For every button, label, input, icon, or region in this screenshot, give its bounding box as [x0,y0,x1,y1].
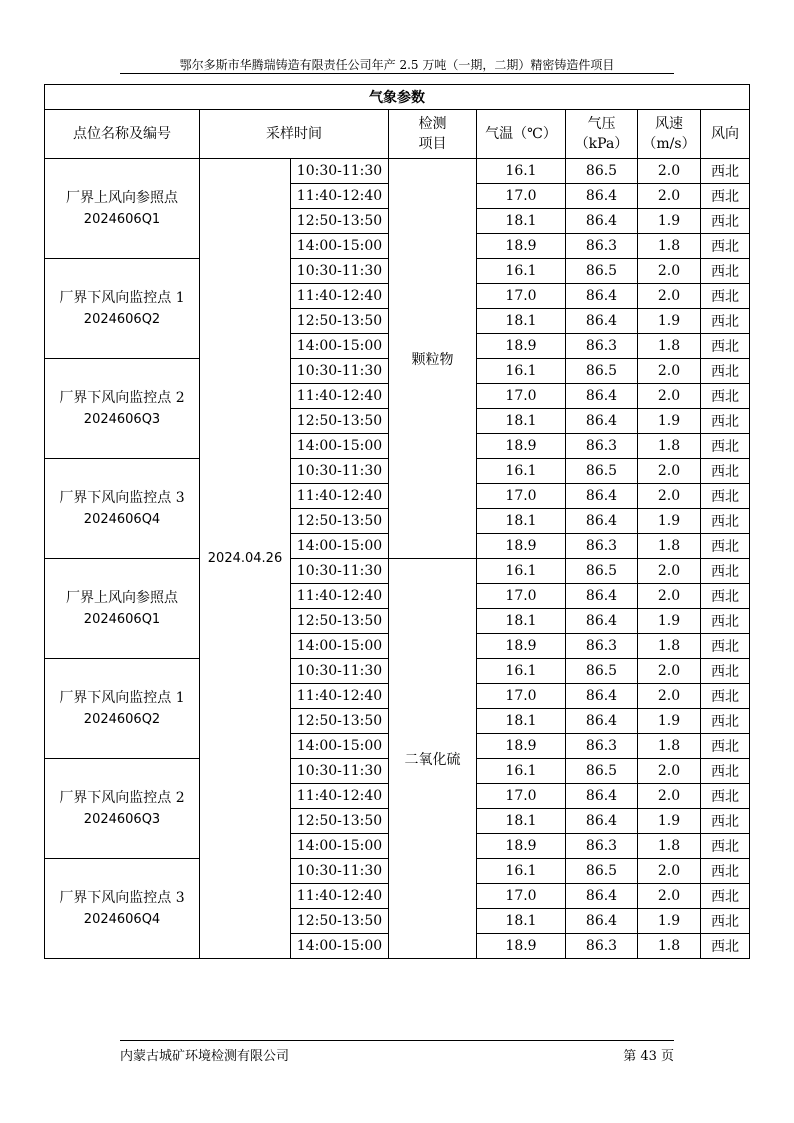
detection-item-cell: 二氧化硫 [389,559,477,959]
site-name: 厂界下风向监控点 1 [59,289,185,306]
site-cell [45,659,200,759]
wind-speed-cell: 1.9 [638,209,701,234]
sampling-date-cell: 2024.04.26 [200,159,291,959]
pressure-cell: 86.4 [566,684,638,709]
wind-speed-cell: 2.0 [638,784,701,809]
column-header-pressure-line1: 气压 [587,116,616,132]
temperature-cell: 16.1 [477,559,566,584]
column-header-item [389,110,477,159]
column-header-wind-speed-line1: 风速 [655,116,683,132]
pressure-cell: 86.4 [566,209,638,234]
pressure-cell: 86.5 [566,359,638,384]
column-header-wind-direction: 风向 [701,110,750,159]
temperature-cell: 18.1 [477,709,566,734]
wind-speed-cell: 1.9 [638,409,701,434]
column-header-pressure-line2: （kPa） [574,136,629,152]
sampling-time-cell: 10:30-11:30 [291,859,389,884]
sampling-time-cell: 12:50-13:50 [291,809,389,834]
wind-speed-cell: 2.0 [638,759,701,784]
temperature-cell: 18.9 [477,734,566,759]
wind-direction-cell: 西北 [701,634,750,659]
wind-direction-cell: 西北 [701,684,750,709]
pressure-cell: 86.5 [566,859,638,884]
wind-speed-cell: 1.9 [638,809,701,834]
pressure-cell: 86.4 [566,784,638,809]
site-cell [45,359,200,459]
pressure-cell: 86.4 [566,184,638,209]
sampling-time-cell: 11:40-12:40 [291,484,389,509]
site-cell [45,159,200,259]
wind-direction-cell: 西北 [701,809,750,834]
pressure-cell: 86.4 [566,609,638,634]
wind-direction-cell: 西北 [701,334,750,359]
pressure-cell: 86.5 [566,759,638,784]
column-header-temperature: 气温（℃） [477,110,566,159]
wind-direction-cell: 西北 [701,459,750,484]
wind-speed-cell: 1.8 [638,734,701,759]
temperature-cell: 18.1 [477,409,566,434]
pressure-cell: 86.4 [566,584,638,609]
wind-speed-cell: 1.8 [638,334,701,359]
pressure-cell: 86.4 [566,809,638,834]
wind-direction-cell: 西北 [701,384,750,409]
site-code: 2024606Q2 [83,311,161,327]
sampling-time-cell: 14:00-15:00 [291,934,389,959]
wind-direction-cell: 西北 [701,934,750,959]
wind-direction-cell: 西北 [701,609,750,634]
wind-speed-cell: 1.8 [638,234,701,259]
temperature-cell: 17.0 [477,384,566,409]
wind-direction-cell: 西北 [701,584,750,609]
wind-direction-cell: 西北 [701,759,750,784]
table-row [45,559,750,584]
sampling-time-cell: 11:40-12:40 [291,784,389,809]
site-cell [45,459,200,559]
temperature-cell: 18.9 [477,434,566,459]
temperature-cell: 18.9 [477,234,566,259]
site-name: 厂界上风向参照点 [66,189,178,206]
wind-speed-cell: 1.8 [638,634,701,659]
column-header-wind-speed [638,110,701,159]
sampling-time-cell: 10:30-11:30 [291,359,389,384]
sampling-time-cell: 11:40-12:40 [291,884,389,909]
pressure-cell: 86.5 [566,459,638,484]
temperature-cell: 18.9 [477,334,566,359]
sampling-time-cell: 12:50-13:50 [291,909,389,934]
wind-speed-cell: 2.0 [638,684,701,709]
wind-speed-cell: 2.0 [638,259,701,284]
site-name: 厂界下风向监控点 3 [59,889,185,906]
wind-speed-cell: 2.0 [638,659,701,684]
pressure-cell: 86.3 [566,534,638,559]
wind-speed-cell: 1.9 [638,709,701,734]
wind-direction-cell: 西北 [701,834,750,859]
wind-direction-cell: 西北 [701,909,750,934]
pressure-cell: 86.5 [566,259,638,284]
weather-parameters-table [44,84,750,959]
temperature-cell: 17.0 [477,684,566,709]
pressure-cell: 86.3 [566,834,638,859]
wind-direction-cell: 西北 [701,209,750,234]
pressure-cell: 86.3 [566,934,638,959]
site-name: 厂界下风向监控点 3 [59,489,185,506]
table-caption: 气象参数 [45,85,750,110]
wind-speed-cell: 2.0 [638,359,701,384]
footer-page-number: 第 43 页 [623,1049,674,1064]
pressure-cell: 86.5 [566,559,638,584]
wind-direction-cell: 西北 [701,659,750,684]
site-name: 厂界上风向参照点 [66,589,178,606]
site-code: 2024606Q3 [83,411,161,427]
sampling-time-cell: 14:00-15:00 [291,634,389,659]
sampling-time-cell: 12:50-13:50 [291,709,389,734]
sampling-time-cell: 10:30-11:30 [291,759,389,784]
column-header-item-line1: 检测 [418,116,447,132]
column-header-site: 点位名称及编号 [45,110,200,159]
wind-speed-cell: 2.0 [638,459,701,484]
pressure-cell: 86.4 [566,909,638,934]
site-cell [45,759,200,859]
sampling-time-cell: 12:50-13:50 [291,409,389,434]
column-header-item-line2: 项目 [418,136,447,152]
pressure-cell: 86.4 [566,409,638,434]
wind-direction-cell: 西北 [701,359,750,384]
wind-speed-cell: 1.9 [638,509,701,534]
sampling-time-cell: 14:00-15:00 [291,734,389,759]
sampling-time-cell: 14:00-15:00 [291,834,389,859]
column-header-sampling-time: 采样时间 [200,110,389,159]
wind-speed-cell: 2.0 [638,284,701,309]
wind-direction-cell: 西北 [701,859,750,884]
pressure-cell: 86.4 [566,384,638,409]
wind-direction-cell: 西北 [701,184,750,209]
sampling-time-cell: 10:30-11:30 [291,159,389,184]
wind-speed-cell: 1.8 [638,434,701,459]
header-divider [120,73,674,74]
wind-direction-cell: 西北 [701,709,750,734]
wind-direction-cell: 西北 [701,884,750,909]
temperature-cell: 16.1 [477,659,566,684]
site-code: 2024606Q4 [83,911,161,927]
site-name: 厂界下风向监控点 2 [59,389,185,406]
temperature-cell: 18.1 [477,809,566,834]
wind-direction-cell: 西北 [701,259,750,284]
detection-item-cell: 颗粒物 [389,159,477,559]
site-code: 2024606Q3 [83,811,161,827]
sampling-time-cell: 10:30-11:30 [291,659,389,684]
wind-direction-cell: 西北 [701,734,750,759]
wind-direction-cell: 西北 [701,559,750,584]
sampling-time-cell: 14:00-15:00 [291,434,389,459]
pressure-cell: 86.3 [566,434,638,459]
pressure-cell: 86.3 [566,234,638,259]
column-header-wind-speed-line2: （m/s） [642,136,696,152]
site-name: 厂界下风向监控点 2 [59,789,185,806]
wind-speed-cell: 2.0 [638,484,701,509]
wind-direction-cell: 西北 [701,309,750,334]
temperature-cell: 18.1 [477,209,566,234]
sampling-time-cell: 14:00-15:00 [291,534,389,559]
wind-speed-cell: 1.9 [638,309,701,334]
temperature-cell: 16.1 [477,859,566,884]
temperature-cell: 17.0 [477,884,566,909]
temperature-cell: 18.9 [477,634,566,659]
pressure-cell: 86.5 [566,159,638,184]
wind-direction-cell: 西北 [701,484,750,509]
wind-speed-cell: 1.9 [638,909,701,934]
wind-direction-cell: 西北 [701,284,750,309]
site-cell [45,559,200,659]
wind-speed-cell: 1.8 [638,834,701,859]
pressure-cell: 86.4 [566,884,638,909]
wind-direction-cell: 西北 [701,159,750,184]
wind-direction-cell: 西北 [701,434,750,459]
sampling-time-cell: 10:30-11:30 [291,259,389,284]
wind-speed-cell: 2.0 [638,884,701,909]
sampling-time-cell: 10:30-11:30 [291,459,389,484]
wind-speed-cell: 2.0 [638,159,701,184]
site-code: 2024606Q1 [83,211,161,227]
sampling-time-cell: 11:40-12:40 [291,684,389,709]
temperature-cell: 17.0 [477,284,566,309]
pressure-cell: 86.3 [566,634,638,659]
pressure-cell: 86.4 [566,284,638,309]
sampling-time-cell: 11:40-12:40 [291,284,389,309]
temperature-cell: 18.1 [477,909,566,934]
sampling-time-cell: 11:40-12:40 [291,584,389,609]
column-header-pressure [566,110,638,159]
table-row [45,159,750,184]
pressure-cell: 86.4 [566,484,638,509]
pressure-cell: 86.3 [566,334,638,359]
pressure-cell: 86.5 [566,659,638,684]
wind-speed-cell: 1.9 [638,609,701,634]
site-name: 厂界下风向监控点 1 [59,689,185,706]
temperature-cell: 16.1 [477,459,566,484]
temperature-cell: 18.1 [477,509,566,534]
temperature-cell: 17.0 [477,484,566,509]
footer-divider [120,1040,674,1041]
site-code: 2024606Q4 [83,511,161,527]
temperature-cell: 18.9 [477,534,566,559]
sampling-time-cell: 12:50-13:50 [291,309,389,334]
temperature-cell: 16.1 [477,259,566,284]
wind-speed-cell: 1.8 [638,534,701,559]
sampling-time-cell: 12:50-13:50 [291,509,389,534]
temperature-cell: 17.0 [477,584,566,609]
temperature-cell: 17.0 [477,184,566,209]
temperature-cell: 18.1 [477,609,566,634]
pressure-cell: 86.4 [566,509,638,534]
temperature-cell: 18.9 [477,834,566,859]
wind-speed-cell: 2.0 [638,384,701,409]
wind-speed-cell: 2.0 [638,859,701,884]
wind-direction-cell: 西北 [701,409,750,434]
temperature-cell: 16.1 [477,359,566,384]
wind-direction-cell: 西北 [701,534,750,559]
wind-direction-cell: 西北 [701,234,750,259]
wind-direction-cell: 西北 [701,784,750,809]
wind-speed-cell: 2.0 [638,559,701,584]
sampling-time-cell: 12:50-13:50 [291,609,389,634]
footer-company: 内蒙古城矿环境检测有限公司 [120,1049,290,1064]
site-code: 2024606Q1 [83,611,161,627]
sampling-time-cell: 14:00-15:00 [291,234,389,259]
pressure-cell: 86.4 [566,709,638,734]
temperature-cell: 18.9 [477,934,566,959]
sampling-time-cell: 12:50-13:50 [291,209,389,234]
pressure-cell: 86.3 [566,734,638,759]
temperature-cell: 17.0 [477,784,566,809]
wind-speed-cell: 2.0 [638,584,701,609]
site-cell [45,259,200,359]
temperature-cell: 16.1 [477,159,566,184]
wind-speed-cell: 1.8 [638,934,701,959]
sampling-time-cell: 10:30-11:30 [291,559,389,584]
sampling-time-cell: 11:40-12:40 [291,384,389,409]
sampling-time-cell: 11:40-12:40 [291,184,389,209]
pressure-cell: 86.4 [566,309,638,334]
temperature-cell: 18.1 [477,309,566,334]
sampling-time-cell: 14:00-15:00 [291,334,389,359]
document-header-title: 鄂尔多斯市华腾瑞铸造有限责任公司年产 2.5 万吨（一期，二期）精密铸造件项目 [179,58,615,72]
site-code: 2024606Q2 [83,711,161,727]
temperature-cell: 16.1 [477,759,566,784]
site-cell [45,859,200,959]
wind-speed-cell: 2.0 [638,184,701,209]
wind-direction-cell: 西北 [701,509,750,534]
